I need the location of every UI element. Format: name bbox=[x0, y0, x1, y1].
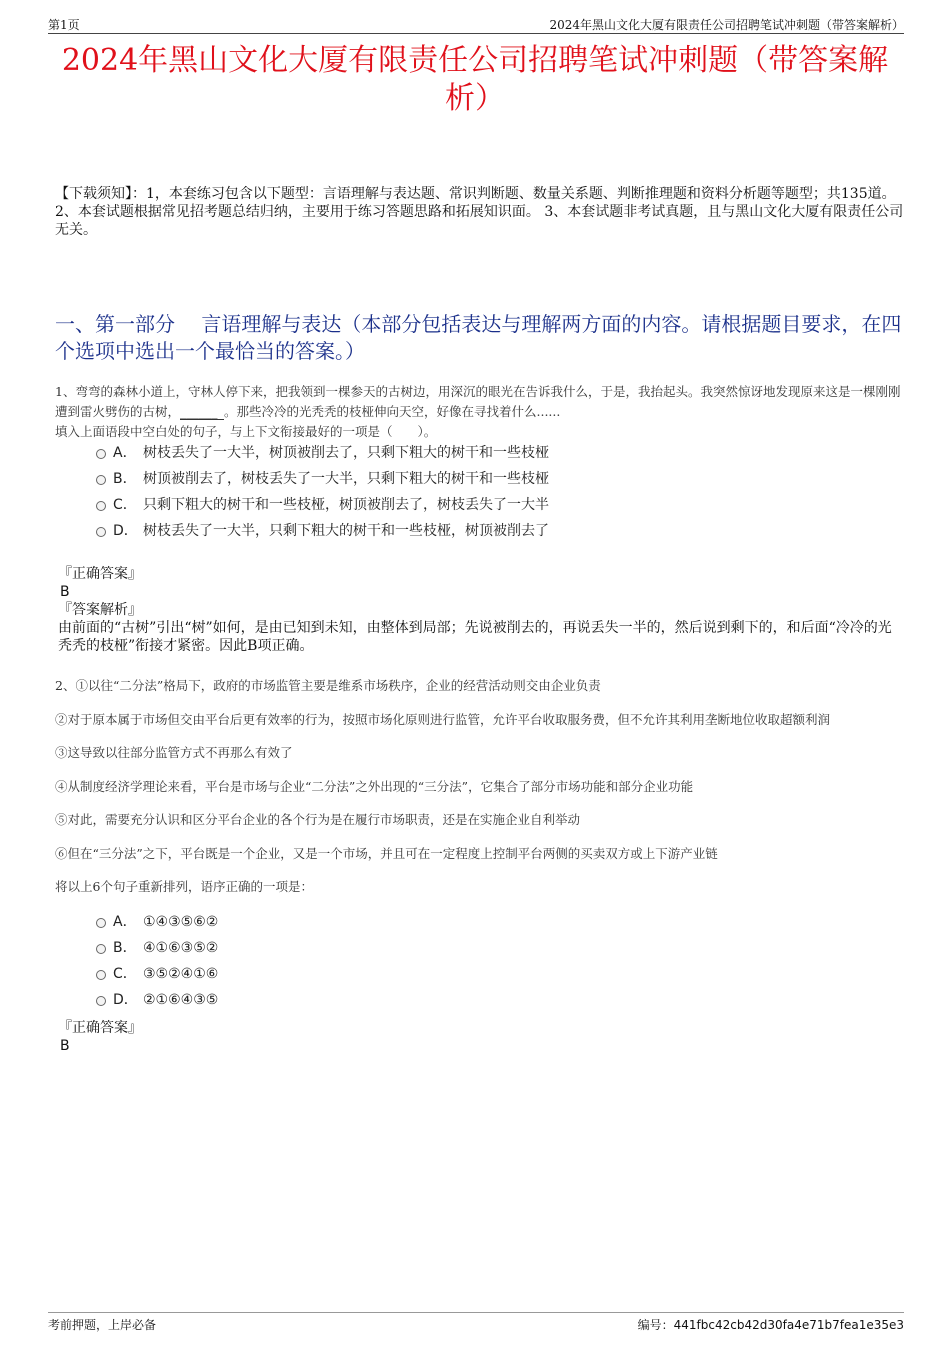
radio-icon[interactable] bbox=[96, 970, 106, 980]
option-b[interactable]: B． 树顶被削去了，树枝丢失了一大半，只剩下粗大的树干和一些枝桠 bbox=[96, 466, 896, 492]
sentence-2: ②对于原本属于市场但交由平台后更有效率的行为，按照市场化原则进行监管，允许平台收取服务费，但不允许其利用垄断地位收取超额利润 bbox=[55, 711, 831, 727]
question-1-text-b: 。那些冷冷的光秃秃的枝桠伸向天空，好像在寻找着什么...... bbox=[224, 404, 561, 419]
sentence-1: 2、①以往“二分法”格局下，政府的市场监管主要是维系市场秩序，企业的经营活动则交由企业负责 bbox=[55, 678, 601, 693]
question-1-prompt: 填入上面语段中空白处的句子，与上下文衔接最好的一项是（ ）。 bbox=[55, 424, 437, 439]
page-title: 2024年黑山文化大厦有限责任公司招聘笔试冲刺题（带答案解析） bbox=[61, 43, 889, 116]
sentence-5: ⑤对此，需要充分认识和区分平台企业的各个行为是在履行市场职责，还是在实施企业自利举动 bbox=[55, 812, 581, 827]
question-1-stem bbox=[55, 382, 905, 442]
radio-icon[interactable] bbox=[96, 944, 106, 954]
question-1-text-a: 1、弯弯的森林小道上，守林人停下来，把我领到一棵参天的古树边，用深沉的眼光在告诉我什么，于是，我抬起头。我突然惊讶地发现原来这是一棵刚刚遭到雷火劈伤的古树， bbox=[55, 384, 901, 419]
download-notice: 【下载须知】：1，本套练习包含以下题型：言语理解与表达题、常识判断题、数量关系题、判断推理题和资料分析题等题型；共135道。 2、本套试题根据常见招考题总结归纳，主要用于练习答题思路和拓展知识面。 3、本套试题非考试真题，且与黑山文化大厦有限责任公司无关。 bbox=[55, 186, 904, 238]
radio-icon[interactable] bbox=[96, 527, 106, 537]
analysis-text: 由前面的“古树”引出“树”如何，是由已知到未知，由整体到局部；先说被削去的，再说丢失一半的，然后说到剩下的，和后面“冷冷的光秃秃的枝桠”衔接才紧密。因此B项正确。 bbox=[58, 620, 892, 654]
option-d[interactable]: D． ②①⑥④③⑤ bbox=[96, 987, 896, 1013]
option-d[interactable]: D． 树枝丢失了一大半，只剩下粗大的树干和一些枝桠，树顶被削去了 bbox=[96, 518, 896, 544]
fill-blank: ______ bbox=[180, 405, 224, 420]
option-b[interactable]: B． ④①⑥③⑤② bbox=[96, 935, 896, 961]
radio-icon[interactable] bbox=[96, 449, 106, 459]
page-footer bbox=[48, 1312, 904, 1333]
option-c[interactable]: C． 只剩下粗大的树干和一些枝桠，树顶被削去了，树枝丢失了一大半 bbox=[96, 492, 896, 518]
answer-value: B bbox=[60, 1038, 70, 1054]
sentence-6: ⑥但在“三分法”之下，平台既是一个企业，又是一个市场，并且可在一定程度上控制平台两侧的买卖双方或上下游产业链 bbox=[55, 845, 718, 861]
header-doc-title: 2024年黑山文化大厦有限责任公司招聘笔试冲刺题（带答案解析） bbox=[549, 18, 904, 32]
question-1-options bbox=[96, 440, 896, 544]
question-2-answer-block bbox=[58, 1019, 898, 1055]
answer-label: 『正确答案』 bbox=[58, 566, 142, 582]
option-c[interactable]: C． ③⑤②④①⑥ bbox=[96, 961, 896, 987]
footer-doc-id: 编号：441fbc42cb42d30fa4e71b7fea1e35e3 bbox=[637, 1318, 904, 1332]
question-2-stem bbox=[55, 677, 915, 912]
question-1-answer-block bbox=[58, 565, 898, 655]
sentence-4: ④从制度经济学理论来看，平台是市场与企业“二分法”之外出现的“三分法”，它集合了部分市场功能和部分企业功能 bbox=[55, 778, 694, 794]
radio-icon[interactable] bbox=[96, 475, 106, 485]
question-2-options bbox=[96, 909, 896, 1013]
option-a[interactable]: A． 树枝丢失了一大半，树顶被削去了，只剩下粗大的树干和一些枝桠 bbox=[96, 440, 896, 466]
footer-slogan: 考前押题，上岸必备 bbox=[48, 1318, 157, 1332]
page-header bbox=[48, 14, 904, 34]
answer-value: B bbox=[60, 584, 70, 600]
radio-icon[interactable] bbox=[96, 501, 106, 511]
answer-label: 『正确答案』 bbox=[58, 1020, 142, 1036]
question-2-prompt: 将以上6个句子重新排列，语序正确的一项是： bbox=[55, 879, 313, 894]
section-heading: 一、第一部分 言语理解与表达（本部分包括表达与理解两方面的内容。请根据题目要求，在四个选项中选出一个最恰当的答案。） bbox=[55, 312, 902, 363]
sentence-3: ③这导致以往部分监管方式不再那么有效了 bbox=[55, 745, 293, 760]
analysis-label: 『答案解析』 bbox=[58, 602, 142, 618]
option-a[interactable]: A． ①④③⑤⑥② bbox=[96, 909, 896, 935]
radio-icon[interactable] bbox=[96, 918, 106, 928]
radio-icon[interactable] bbox=[96, 996, 106, 1006]
page-number: 第1页 bbox=[48, 18, 80, 32]
